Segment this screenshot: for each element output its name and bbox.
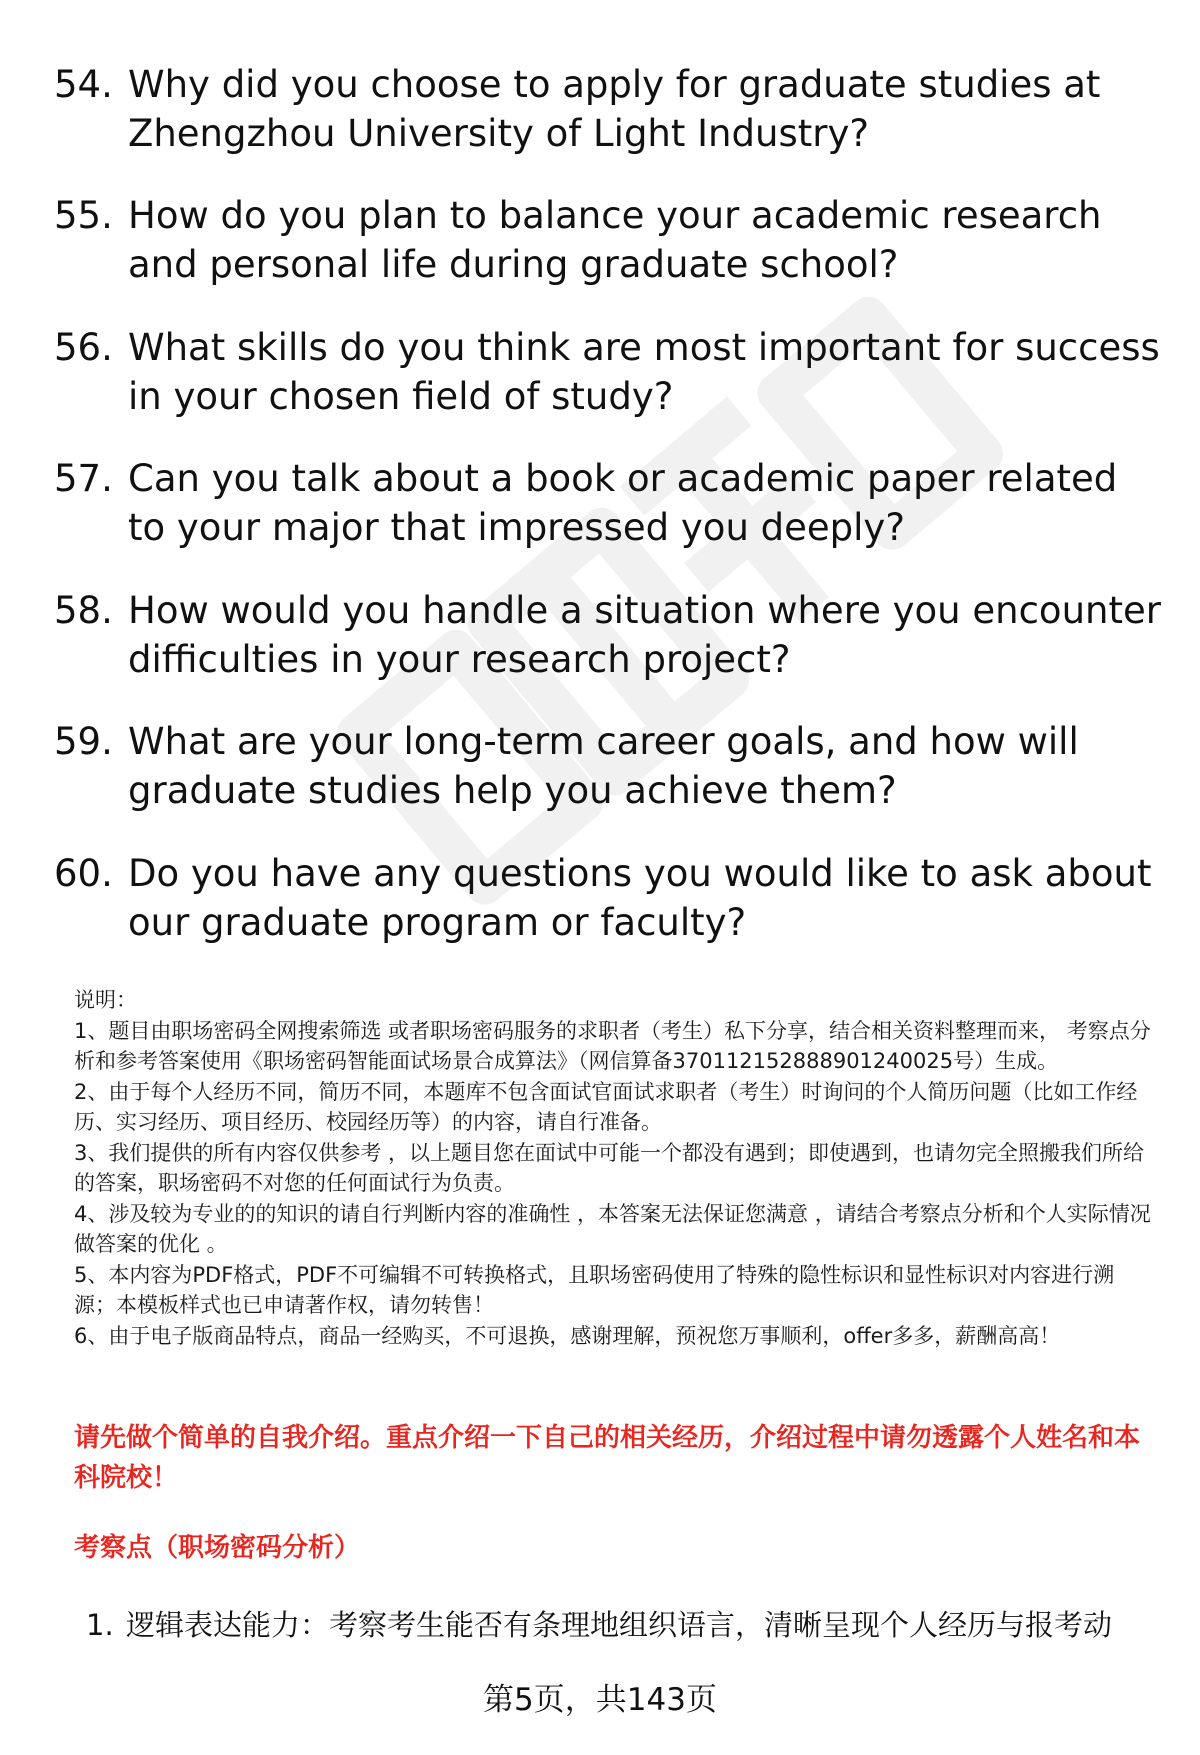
- question-text: How do you plan to balance your academic research and personal life during graduate school?: [128, 194, 1102, 286]
- question-59: [54, 717, 1164, 815]
- question-56: [54, 323, 1164, 421]
- note-item: 4、涉及较为专业的的知识的请自行判断内容的准确性 ，本答案无法保证您满意 ，请结合考察点分析和个人实际情况做答案的优化 。: [74, 1201, 1151, 1256]
- question-number: 54.: [54, 63, 113, 106]
- question-58: [54, 586, 1164, 684]
- point-number: 1.: [86, 1608, 114, 1642]
- page-footer: 第5页，共143页: [483, 1682, 717, 1718]
- question-55: [54, 191, 1164, 289]
- question-text: Can you talk about a book or academic paper related to your major that impressed you deeply?: [128, 457, 1118, 549]
- question-57: [54, 454, 1164, 552]
- point-text: 逻辑表达能力：考察考生能否有条理地组织语言，清晰呈现个人经历与报考动: [126, 1608, 1113, 1642]
- note-item: 5、本内容为PDF格式，PDF不可编辑不可转换格式，且职场密码使用了特殊的隐性标识和显性标识对内容进行溯源；本模板样式也已申请著作权，请勿转售！: [74, 1262, 1115, 1317]
- interview-prompt: 请先做个简单的自我介绍。重点介绍一下自己的相关经历，介绍过程中请勿透露个人姓名和本科院校！: [74, 1423, 1141, 1493]
- analysis-point: [86, 1605, 1166, 1645]
- question-number: 55.: [54, 194, 113, 237]
- question-text: What skills do you think are most important for success in your chosen field of study?: [128, 326, 1160, 418]
- question-text: How would you handle a situation where you encounter difficulties in your research project?: [128, 589, 1161, 681]
- question-text: What are your long-term career goals, and how will graduate studies help you achieve them?: [128, 720, 1079, 812]
- question-number: 59.: [54, 720, 113, 763]
- notes-section: [74, 985, 1154, 1351]
- question-60: [54, 849, 1164, 947]
- question-number: 57.: [54, 457, 113, 500]
- note-item: 3、我们提供的所有内容仅供参考 ，以上题目您在面试中可能一个都没有遇到；即使遇到，也请勿完全照搬我们所给的答案，职场密码不对您的任何面试行为负责。: [74, 1140, 1145, 1195]
- question-number: 58.: [54, 589, 113, 632]
- question-54: [54, 60, 1164, 158]
- question-text: Do you have any questions you would like to ask about our graduate program or faculty?: [128, 852, 1152, 944]
- notes-heading: 说明：: [74, 988, 137, 1012]
- note-item: 1、题目由职场密码全网搜索筛选 或者职场密码服务的求职者（考生）私下分享，结合相关资料整理而来， 考察点分析和参考答案使用《职场密码智能面试场景合成算法》（网信算备370112152888901240025号）生成。: [74, 1018, 1151, 1073]
- analysis-heading: 考察点（职场密码分析）: [74, 1533, 361, 1563]
- question-text: Why did you choose to apply for graduate studies at Zhengzhou University of Light Industry?: [128, 63, 1101, 155]
- question-number: 56.: [54, 326, 113, 369]
- note-item: 6、由于电子版商品特点，商品一经购买，不可退换，感谢理解，预祝您万事顺利，offer多多，薪酬高高！: [74, 1323, 1061, 1348]
- question-number: 60.: [54, 852, 113, 895]
- note-item: 2、由于每个人经历不同，简历不同，本题库不包含面试官面试求职者（考生）时询问的个人简历问题（比如工作经历、实习经历、项目经历、校园经历等）的内容，请自行准备。: [74, 1079, 1138, 1134]
